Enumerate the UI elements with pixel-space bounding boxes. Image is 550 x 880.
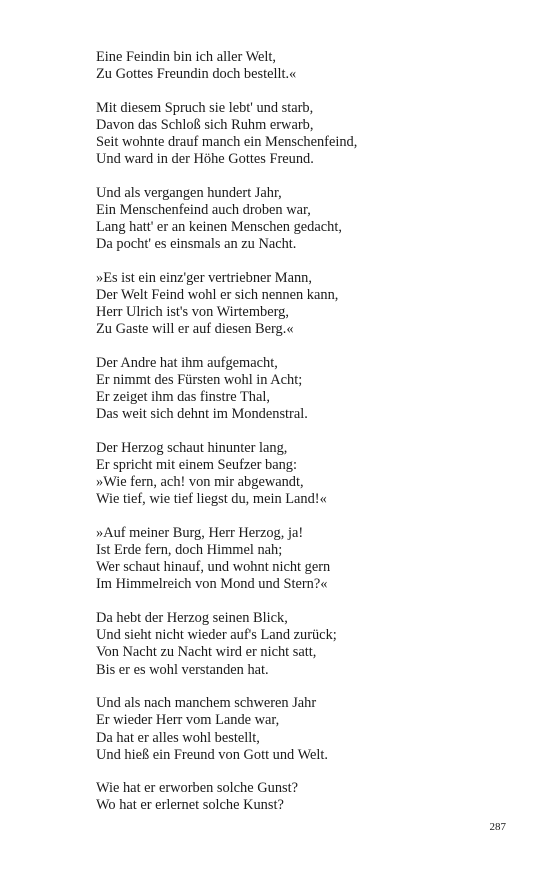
verse-line: Das weit sich dehnt im Mondenstral. [96,406,308,423]
verse-line: Und ward in der Höhe Gottes Freund. [96,151,314,168]
verse-line: Zu Gottes Freundin doch bestellt.« [96,66,297,83]
verse-line: Davon das Schloß sich Ruhm erwarb, [96,116,314,133]
stanza [96,780,516,814]
verse-line: Eine Feindin bin ich aller Welt, [96,49,277,65]
verse-line: Und als nach manchem schweren Jahr [96,695,317,712]
verse-line: Und als vergangen hundert Jahr, [96,184,282,201]
verse-line: Er spricht mit einem Seufzer bang: [96,457,298,474]
stanza [96,100,516,168]
verse-line: Mit diesem Spruch sie lebt' und starb, [96,99,314,116]
verse-line: Da hat er alles wohl bestellt, [96,729,260,746]
verse-line: Ist Erde fern, doch Himmel nah; [96,542,283,559]
verse-line: »Wie fern, ach! von mir abgewandt, [96,474,304,491]
verse-line: Wer schaut hinauf, und wohnt nicht gern [96,559,331,576]
verse-line: Zu Gaste will er auf diesen Berg.« [96,321,294,338]
verse-line: Der Welt Feind wohl er sich nennen kann, [96,287,339,304]
verse-line: Wie hat er erworben solche Gunst? [96,780,299,797]
stanza [96,440,516,508]
verse-line: Er wieder Herr vom Lande war, [96,712,280,729]
verse-line: Und sieht nicht wieder auf's Land zurück; [96,627,337,644]
page-number: 287 [489,821,506,833]
verse-line: Lang hatt' er an keinen Menschen gedacht, [96,219,342,236]
verse-line: Der Herzog schaut hinunter lang, [96,440,288,457]
poem-text [96,49,516,831]
verse-line: Da pocht' es einsmals an zu Nacht. [96,236,297,253]
verse-line: Und hieß ein Freund von Gott und Welt. [96,746,328,763]
stanza [96,185,516,253]
stanza [96,49,516,83]
verse-line: Wo hat er erlernet solche Kunst? [96,797,284,814]
stanza [96,610,516,678]
stanza [96,355,516,423]
verse-line: Er zeiget ihm das finstre Thal, [96,389,270,406]
verse-line: Im Himmelreich von Mond und Stern?« [96,576,328,593]
verse-line: Wie tief, wie tief liegst du, mein Land!« [96,491,327,508]
verse-line: Ein Menschenfeind auch droben war, [96,202,311,219]
stanza [96,525,516,593]
stanza [96,270,516,338]
verse-line: Herr Ulrich ist's von Wirtemberg, [96,304,289,321]
verse-line: Da hebt der Herzog seinen Blick, [96,610,288,627]
stanza [96,695,516,763]
verse-line: Von Nacht zu Nacht wird er nicht satt, [96,644,317,661]
verse-line: Der Andre hat ihm aufgemacht, [96,355,278,372]
verse-line: »Auf meiner Burg, Herr Herzog, ja! [96,525,304,542]
verse-line: Er nimmt des Fürsten wohl in Acht; [96,372,303,389]
verse-line: »Es ist ein einz'ger vertriebner Mann, [96,270,312,286]
verse-line: Seit wohnte drauf manch ein Menschenfeind, [96,134,358,151]
verse-line: Bis er es wohl verstanden hat. [96,661,269,678]
